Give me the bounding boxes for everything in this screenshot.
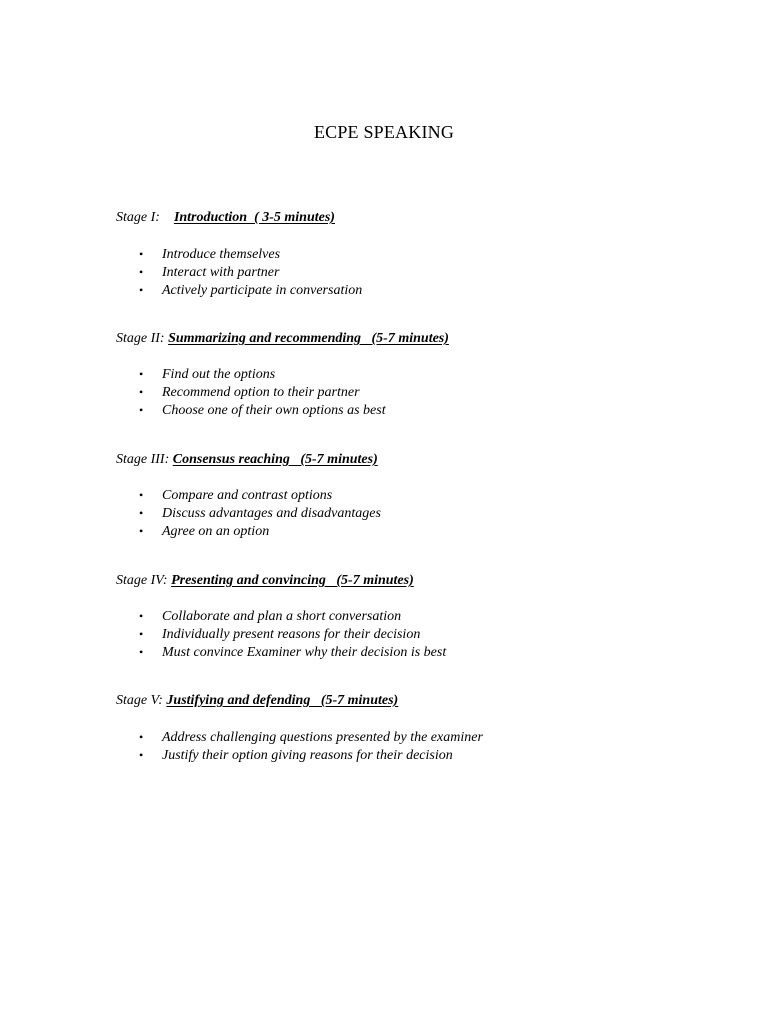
page-title: ECPE SPEAKING bbox=[313, 122, 455, 142]
bullet-icon: • bbox=[139, 488, 144, 502]
stage-2-prefix: Stage II: bbox=[116, 331, 165, 346]
stage-1-title: Introduction ( 3-5 minutes) bbox=[173, 210, 335, 225]
stage-5-title: Justifying and defending (5-7 minutes) bbox=[166, 693, 399, 708]
list-item bbox=[139, 401, 386, 419]
bullet-icon: • bbox=[139, 403, 144, 418]
stage-5-prefix: Stage V: bbox=[116, 693, 163, 708]
list-item-text: Find out the options bbox=[162, 367, 276, 382]
stage-5-list bbox=[139, 728, 483, 764]
list-item bbox=[139, 504, 381, 522]
stage-1-gap bbox=[160, 210, 171, 225]
stage-1-list bbox=[139, 245, 362, 300]
stage-4-prefix: Stage IV: bbox=[116, 573, 168, 588]
list-item-text: Must convince Examiner why their decision is best bbox=[162, 645, 447, 661]
bullet-icon: • bbox=[139, 385, 144, 400]
bullet-icon: • bbox=[139, 748, 144, 763]
list-item-text: Collaborate and plan a short conversation bbox=[162, 609, 402, 624]
bullet-icon: • bbox=[139, 367, 144, 381]
list-item-text: Choose one of their own options as best bbox=[162, 403, 386, 419]
bullet-icon: • bbox=[139, 524, 144, 539]
stage-5-heading bbox=[116, 693, 398, 709]
stage-3-list bbox=[139, 486, 381, 541]
list-item-text: Recommend option to their partner bbox=[162, 385, 360, 401]
list-item bbox=[139, 643, 446, 661]
stage-2-list bbox=[139, 365, 386, 420]
list-item bbox=[139, 728, 483, 746]
list-item bbox=[139, 607, 446, 625]
list-item bbox=[139, 746, 483, 764]
bullet-icon: • bbox=[139, 645, 144, 660]
list-item-text: Discuss advantages and disadvantages bbox=[162, 506, 381, 522]
bullet-icon: • bbox=[139, 506, 144, 521]
stage-4-title: Presenting and convincing (5-7 minutes) bbox=[171, 573, 414, 588]
stage-2-title: Summarizing and recommending (5-7 minutes) bbox=[168, 331, 449, 346]
stage-4-heading bbox=[116, 573, 414, 589]
stage-4-list bbox=[139, 607, 446, 662]
list-item bbox=[139, 486, 381, 504]
bullet-icon: • bbox=[139, 265, 144, 280]
list-item-text: Address challenging questions presented by the examiner bbox=[162, 730, 483, 745]
list-item-text: Agree on an option bbox=[162, 524, 270, 540]
list-item bbox=[139, 383, 386, 401]
list-item-text: Actively participate in conversation bbox=[162, 283, 363, 299]
list-item bbox=[139, 625, 446, 643]
list-item bbox=[139, 281, 362, 299]
bullet-icon: • bbox=[139, 730, 144, 744]
stage-3-prefix: Stage III: bbox=[116, 452, 170, 467]
list-item bbox=[139, 263, 362, 281]
stage-1-prefix: Stage I: bbox=[116, 210, 160, 225]
bullet-icon: • bbox=[139, 247, 144, 261]
list-item bbox=[139, 365, 386, 383]
list-item bbox=[139, 522, 381, 540]
list-item-text: Compare and contrast options bbox=[162, 488, 333, 503]
list-item-text: Introduce themselves bbox=[162, 247, 281, 262]
list-item-text: Justify their option giving reasons for their decision bbox=[162, 748, 453, 764]
stage-3-heading bbox=[116, 452, 378, 468]
list-item-text: Individually present reasons for their decision bbox=[162, 627, 421, 643]
stage-1-heading bbox=[116, 210, 335, 226]
bullet-icon: • bbox=[139, 283, 144, 298]
list-item bbox=[139, 245, 362, 263]
bullet-icon: • bbox=[139, 609, 144, 623]
list-item-text: Interact with partner bbox=[162, 265, 280, 281]
bullet-icon: • bbox=[139, 627, 144, 642]
stage-3-title: Consensus reaching (5-7 minutes) bbox=[172, 452, 378, 467]
stage-2-heading bbox=[116, 331, 449, 347]
